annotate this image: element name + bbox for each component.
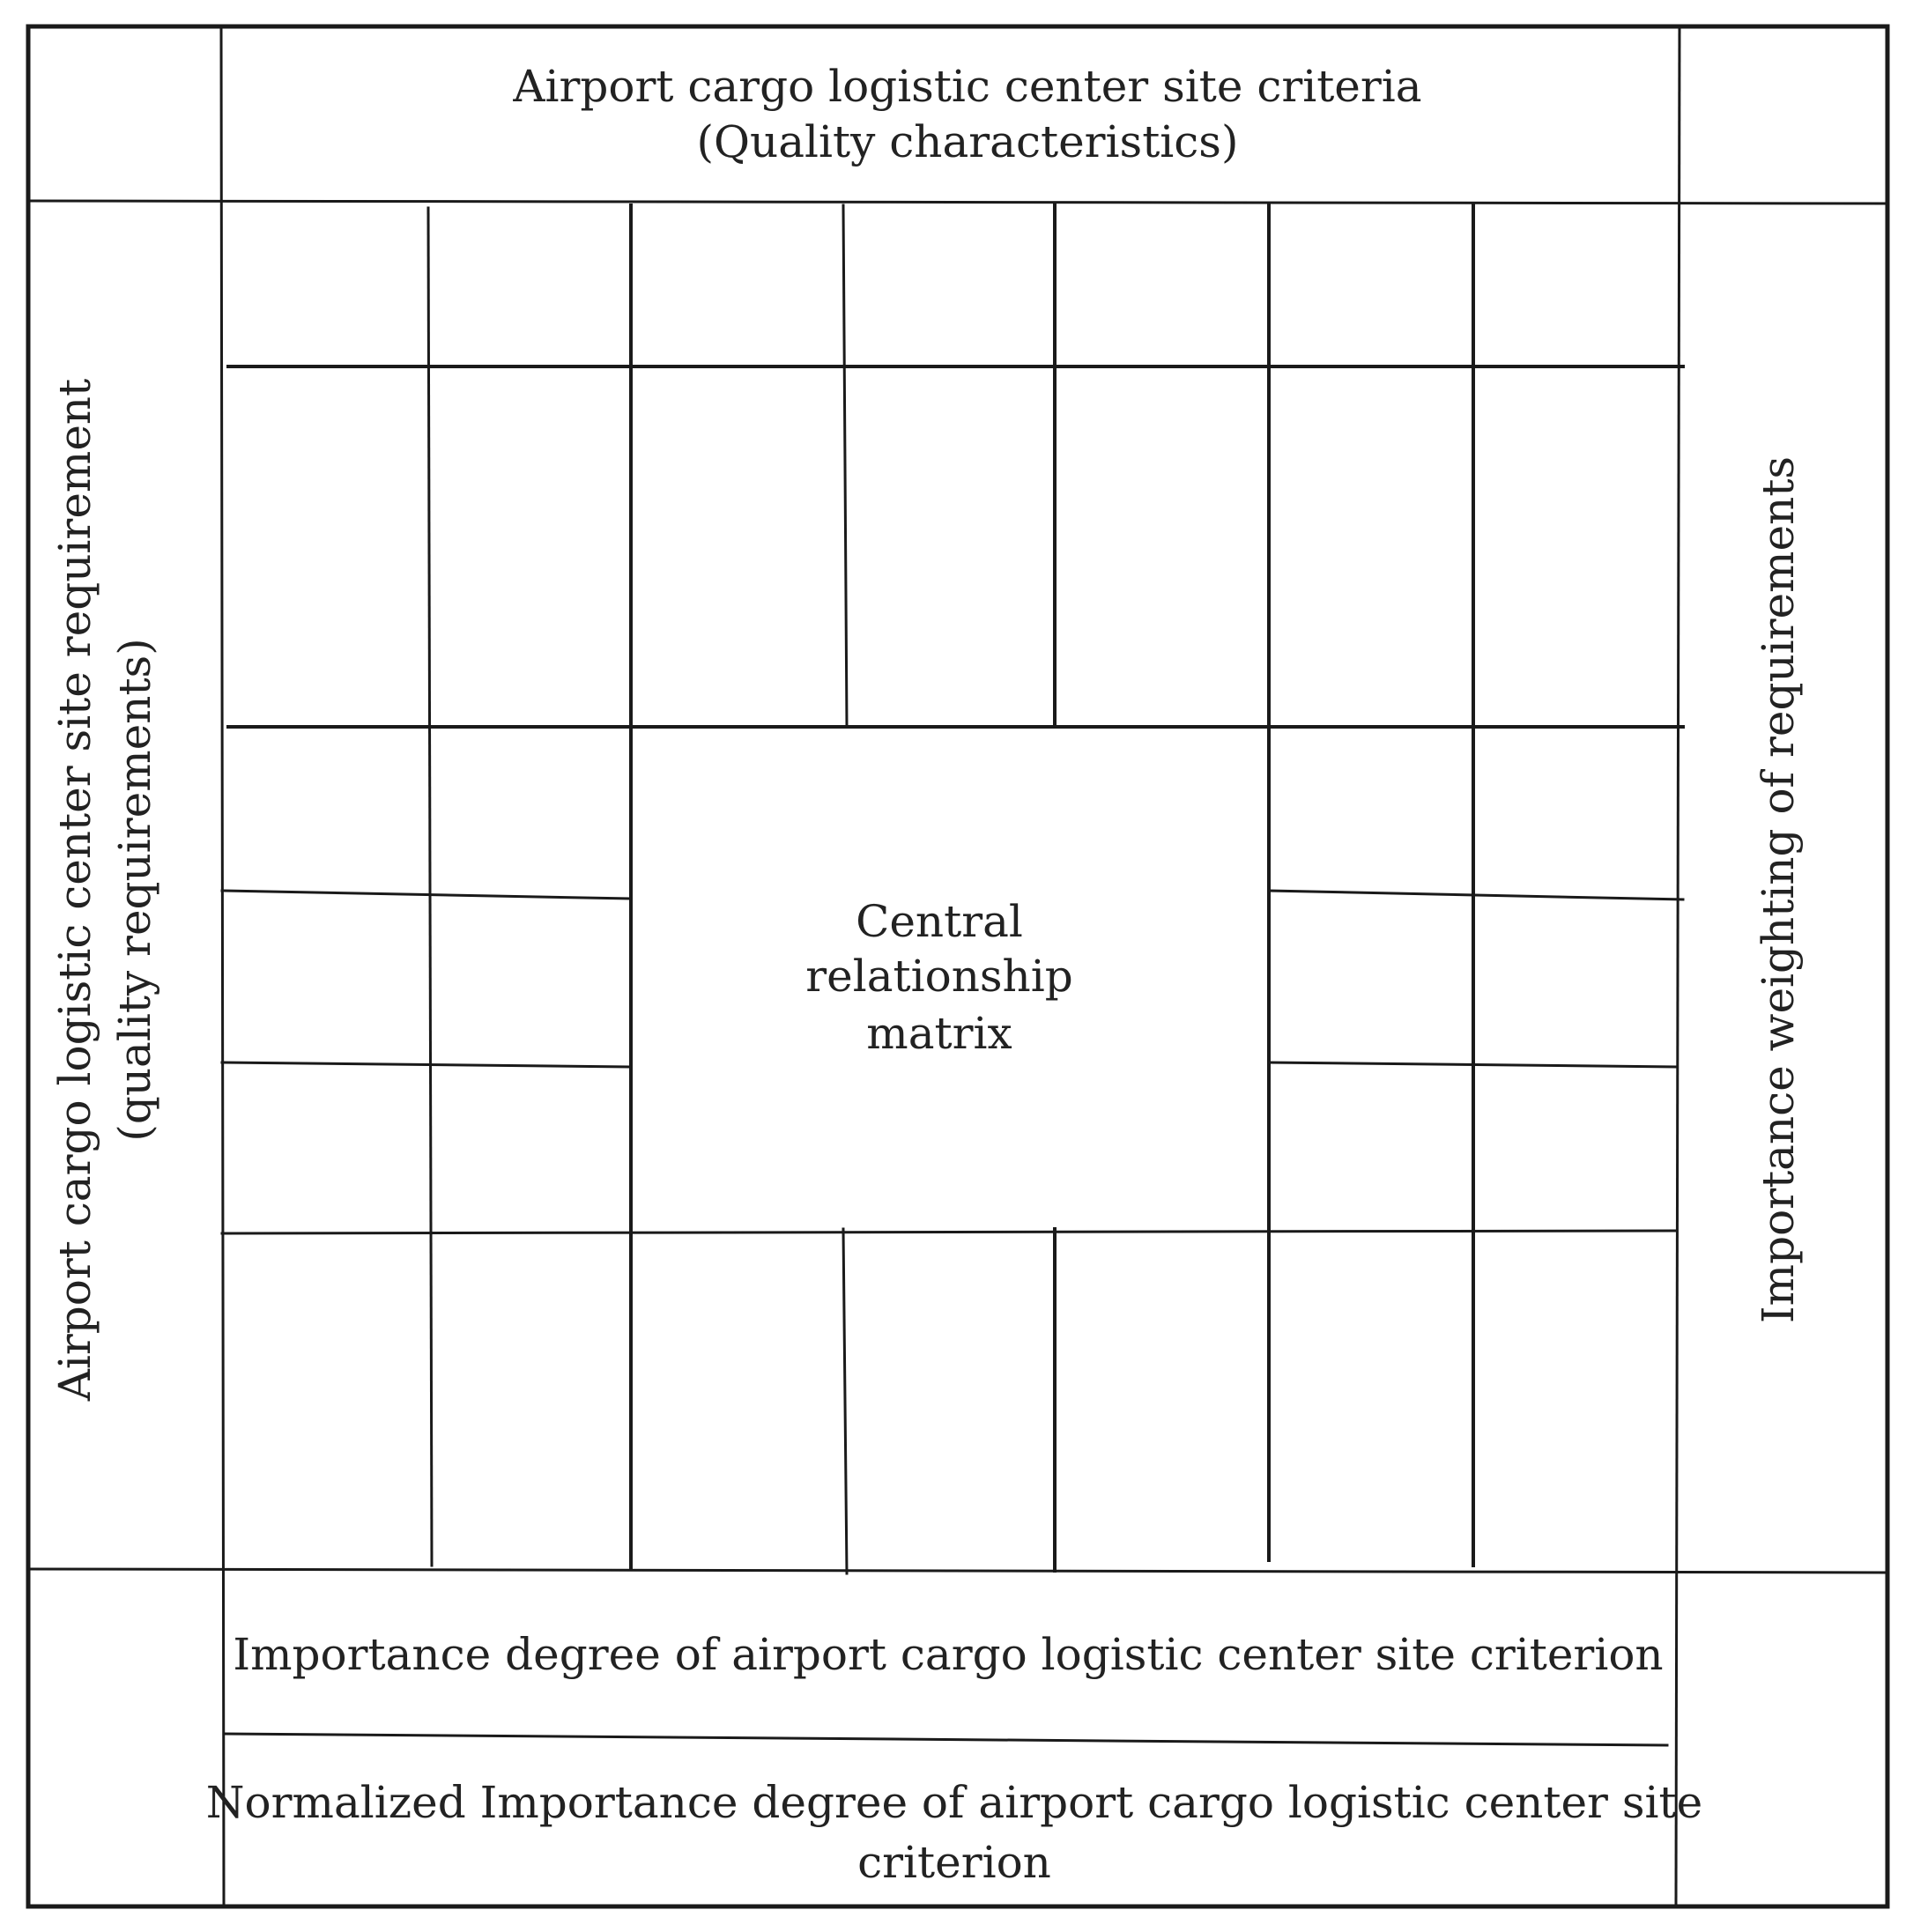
requirements-label: Airport cargo logistic center site requirement [49,378,100,1402]
importance-degree-label: Importance degree of airport cargo logistic center site criterion [233,1629,1664,1680]
normalized-importance-label-cont: criterion [857,1837,1051,1888]
central-matrix-line1: Central [856,896,1023,947]
importance-weighting-label: Importance weighting of requirements [1753,455,1804,1324]
central-matrix-line3: matrix [866,1008,1012,1059]
grid-horizontal-lines [222,366,1683,1233]
criteria-title: Airport cargo logistic center site criteria [513,61,1422,112]
grid-vertical-lines [428,205,1473,1573]
normalized-importance-label: Normalized Importance degree of airport cargo logistic center site [205,1777,1703,1828]
requirements-sublabel: (quality requirements) [109,638,160,1142]
criteria-subtitle: (Quality characteristics) [696,116,1239,167]
central-matrix-line2: relationship [805,951,1073,1002]
